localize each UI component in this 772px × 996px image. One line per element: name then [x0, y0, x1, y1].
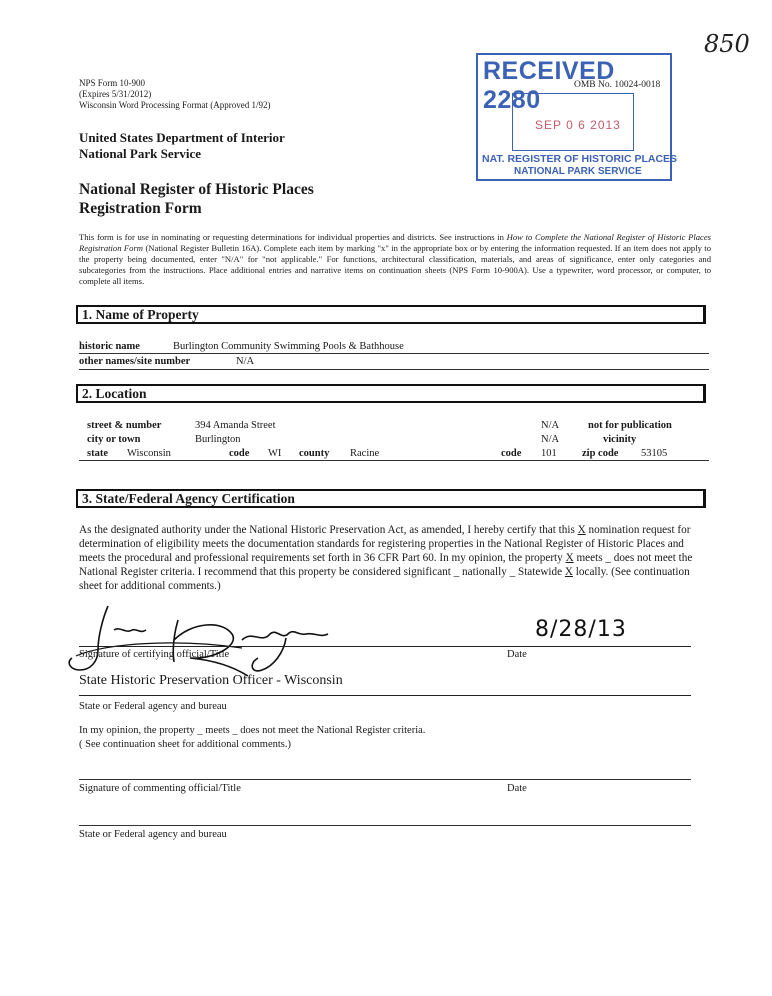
zip-label: zip code	[582, 448, 619, 459]
form-number: NPS Form 10-900	[79, 78, 146, 88]
county-value: Racine	[350, 448, 380, 459]
section2-heading: 2. Location	[82, 386, 147, 401]
agency-department: United States Department of Interior	[79, 130, 285, 145]
opinion-line-2: ( See continuation sheet for additional comments.)	[79, 739, 291, 750]
cert-text-c: meets _ does not meet the National Register criteria. I recommend that this property be considered significant _ nationally _ Statewide	[79, 552, 693, 578]
city-value: Burlington	[195, 434, 241, 445]
locally-mark: X	[564, 566, 573, 578]
street-na: N/A	[541, 420, 560, 431]
agency-block	[79, 130, 285, 162]
opinion-line-1: In my opinion, the property _ meets _ does not meet the National Register criteria.	[79, 725, 426, 736]
date1-label: Date	[507, 649, 527, 660]
stamp-received-text: RECEIVED 2280	[483, 57, 615, 114]
divider	[79, 369, 709, 370]
official-title: State Historic Preservation Officer - Wisconsin	[79, 673, 343, 688]
state-value: Wisconsin	[127, 448, 171, 459]
other-names-label: other names/site number	[79, 356, 191, 367]
divider	[79, 353, 709, 354]
zip-value: 53105	[641, 448, 668, 459]
signature-line-2	[79, 779, 691, 780]
county-code-label: code	[501, 448, 522, 459]
street-value: 394 Amanda Street	[195, 420, 276, 431]
cert-text-d: locally. (See continuation sheet for additional comments.)	[79, 566, 690, 592]
not-for-publication-label: not for publication	[588, 420, 672, 431]
bureau-line-1	[79, 695, 691, 696]
historic-name-row	[79, 340, 140, 353]
certification-date: 8/28/13	[535, 617, 627, 642]
section3-header	[76, 489, 706, 508]
handwritten-number: 850	[704, 30, 750, 58]
agency-service: National Park Service	[79, 146, 202, 161]
state-code-value: WI	[268, 448, 282, 459]
meets-mark: X	[565, 552, 574, 564]
intro-text-2: (National Register Bulletin 16A). Complete each item by marking "x" in the appropriate box or by entering the information requested. If an item does not apply to the property being documented, enter "N/A" for "not applicable." For functions, architectural classification, materials, and areas of significance, enter only categories and subcategories from the instructions. Place additional entries and narrative items on continuation sheets (NPS Form 10-900A). Use a typewriter, word processor, or computer, to complete all items.	[79, 243, 711, 286]
cert-text-a: As the designated authority under the National Historic Preservation Act, as amended, I hereby certify that this	[79, 524, 578, 536]
instructions-paragraph	[79, 232, 711, 287]
form-format: Wisconsin Word Processing Format (Approved 1/92)	[79, 100, 271, 110]
signature-line-1	[79, 646, 691, 647]
bureau1-label: State or Federal agency and bureau	[79, 701, 227, 712]
vicinity-label: vicinity	[603, 434, 637, 445]
title-line1: National Register of Historic Places	[79, 181, 314, 198]
received-stamp	[476, 53, 678, 181]
certification-paragraph	[79, 523, 711, 593]
state-label: state	[87, 448, 108, 459]
title-line2: Registration Form	[79, 200, 202, 217]
historic-name-value: Burlington Community Swimming Pools & Bathhouse	[173, 341, 404, 352]
certifying-signature-label: Signature of certifying official/Title	[79, 649, 230, 660]
county-code-value: 101	[541, 448, 557, 459]
signature-drawing	[62, 600, 362, 680]
nomination-mark: X	[577, 524, 586, 536]
intro-text-1: This form is for use in nominating or requesting determinations for individual properties and districts. See instructions in	[79, 232, 507, 242]
bureau-line-2	[79, 825, 691, 826]
section2-header	[76, 384, 706, 403]
other-names-value: N/A	[236, 356, 255, 367]
bureau2-label: State or Federal agency and bureau	[79, 829, 227, 840]
state-code-label: code	[229, 448, 250, 459]
stamp-date: SEP 0 6 2013	[535, 118, 621, 132]
form-title	[79, 180, 314, 218]
omb-number: OMB No. 10024-0018	[574, 80, 661, 90]
historic-name-label: historic name	[79, 341, 140, 352]
section1-heading: 1. Name of Property	[82, 307, 199, 322]
section3-heading: 3. State/Federal Agency Certification	[82, 491, 295, 506]
stamp-line2: NATIONAL PARK SERVICE	[514, 166, 642, 177]
intro-bulletin-title: How to Complete the National Register of Historic Places Registration Form	[79, 232, 712, 253]
city-label: city or town	[87, 434, 141, 445]
divider	[79, 460, 709, 461]
form-meta	[79, 78, 270, 111]
section1-header	[76, 305, 706, 324]
cert-text-b: nomination request for determination of eligibility meets the documentation standards for registering properties in the National Register of Historic Places and meets the procedural and professional requirements set forth in 36 CFR Part 60. In my opinion, the property	[79, 524, 691, 564]
form-expiry: (Expires 5/31/2012)	[79, 89, 152, 99]
street-label: street & number	[87, 420, 162, 431]
commenting-signature-label: Signature of commenting official/Title	[79, 783, 241, 794]
county-label: county	[299, 448, 330, 459]
city-na: N/A	[541, 434, 560, 445]
date2-label: Date	[507, 783, 527, 794]
stamp-date-box	[512, 93, 634, 151]
stamp-line1: NAT. REGISTER OF HISTORIC PLACES	[482, 153, 678, 165]
